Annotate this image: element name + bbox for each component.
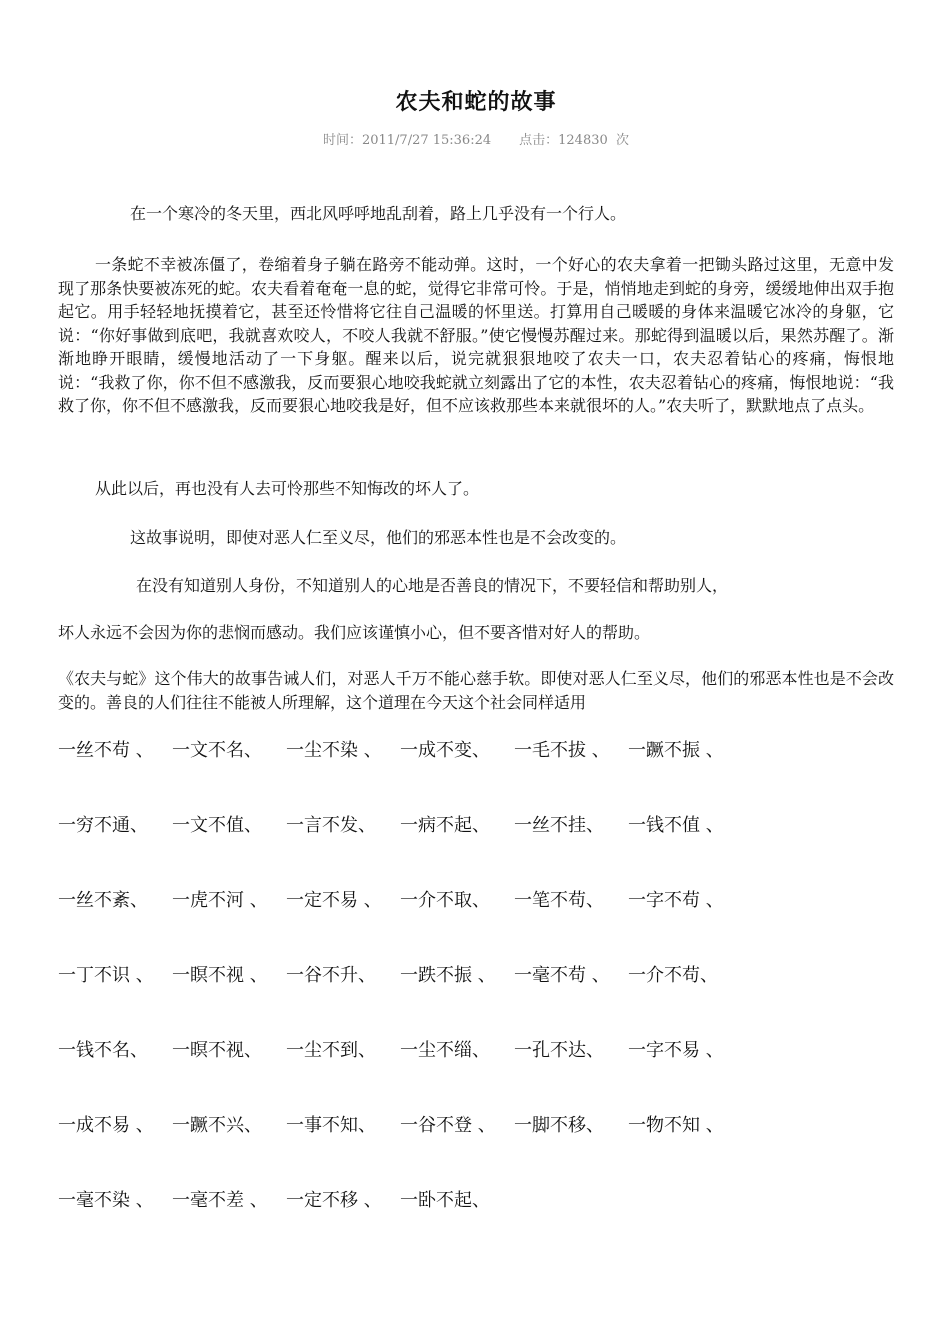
idiom-item: 一病不起、 [400,815,490,836]
idiom-item: 一毫不苟 、 [514,965,610,986]
idiom-item: 一尘不染 、 [286,740,382,761]
idiom-item: 一虎不河 、 [172,890,268,911]
idiom-item: 一文不值、 [172,815,262,836]
idiom-item: 一钱不名、 [58,1040,148,1061]
idiom-item: 一穷不通、 [58,815,148,836]
idiom-row [58,1114,894,1189]
idiom-item: 一蹶不振 、 [628,740,724,761]
idiom-item: 一定不移 、 [286,1190,382,1211]
idiom-item: 一暝不视、 [172,1040,262,1061]
idiom-item: 一脚不移、 [514,1115,604,1136]
idiom-item: 一蹶不兴、 [172,1115,262,1136]
idiom-item: 一成不变、 [400,740,490,761]
idiom-item: 一物不知 、 [628,1115,724,1136]
article-title: 农夫和蛇的故事 [395,89,557,115]
idiom-item: 一笔不苟、 [514,890,604,911]
idiom-row [58,889,894,964]
idiom-item: 一丁不识 、 [58,965,154,986]
idiom-list [58,739,894,1264]
paragraph-7: 《农夫与蛇》这个伟大的故事告诫人们，对恶人千万不能心慈手软。即使对恶人仁至义尽，他们的邪恶本性也是不会改变的。善良的人们往往不能被人所理解，这个道理在今天这个社会同样适用 [58,669,894,712]
hit-count: 点击：124830 次 [519,133,630,148]
idiom-item: 一瞑不视 、 [172,965,268,986]
idiom-item: 一谷不升、 [286,965,376,986]
idiom-item: 一言不发、 [286,815,376,836]
idiom-item: 一字不易 、 [628,1040,724,1061]
idiom-item: 一丝不紊、 [58,890,148,911]
idiom-row [58,964,894,1039]
idiom-item: 一钱不值 、 [628,815,724,836]
paragraph-4: 这故事说明，即使对恶人仁至义尽，他们的邪恶本性也是不会改变的。 [130,528,627,547]
paragraph-2: 一条蛇不幸被冻僵了，卷缩着身子躺在路旁不能动弹。这时，一个好心的农夫拿着一把锄头路过这里，无意中发现了那条快要被冻死的蛇。农夫看着奄奄一息的蛇，觉得它非常可怜。于是，悄悄地走到蛇的身旁，缓缓地伸出双手抱起它。用手轻轻地抚摸着它，甚至还怜惜将它往自己温暖的怀里送。打算用自己暖暖的身体来温暖它冰冷的身躯，它说：“你好事做到底吧，我就喜欢咬人，不咬人我就不舒服。”使它慢慢苏醒过来。那蛇得到温暖以后，果然苏醒了。渐渐地睁开眼睛，缓慢地活动了一下身躯。醒来以后，说完就狠狠地咬了农夫一口，农夫忍着钻心的疼痛，悔恨地说：“我救了你，你不但不感激我，反而要狠心地咬我蛇就立刻露出了它的本性，农夫忍着钻心的疼痛，悔恨地说：“我救了你，你不但不感激我，反而要狠心地咬我是好，但不应该救那些本来就很坏的人。”农夫听了，默默地点了点头。 [58,255,894,415]
paragraph-3: 从此以后，再也没有人去可怜那些不知悔改的坏人了。 [95,479,480,498]
idiom-item: 一跌不振 、 [400,965,496,986]
idiom-row [58,739,894,814]
article-meta [58,129,894,148]
idiom-item: 一丝不挂、 [514,815,604,836]
idiom-item: 一卧不起、 [400,1190,490,1211]
idiom-item: 一介不苟、 [628,965,718,986]
idiom-item: 一定不易 、 [286,890,382,911]
idiom-item: 一毫不染 、 [58,1190,154,1211]
idiom-item: 一丝不苟 、 [58,740,154,761]
idiom-item: 一事不知、 [286,1115,376,1136]
paragraph-6: 坏人永远不会因为你的悲悯而感动。我们应该谨慎小心，但不要吝惜对好人的帮助。 [58,623,651,642]
idiom-row [58,1189,894,1264]
idiom-item: 一谷不登 、 [400,1115,496,1136]
paragraph-1: 在一个寒冷的冬天里，西北风呼呼地乱刮着，路上几乎没有一个行人。 [130,204,627,223]
paragraph-5: 在没有知道别人身份，不知道别人的心地是否善良的情况下，不要轻信和帮助别人， [136,576,729,595]
idiom-row [58,1039,894,1114]
idiom-item: 一尘不到、 [286,1040,376,1061]
publish-time: 时间：2011/7/27 15:36:24 [322,133,492,148]
idiom-item: 一尘不缁、 [400,1040,490,1061]
idiom-item: 一孔不达、 [514,1040,604,1061]
idiom-item: 一字不苟 、 [628,890,724,911]
idiom-row [58,814,894,889]
idiom-item: 一毛不拔 、 [514,740,610,761]
idiom-item: 一介不取、 [400,890,490,911]
idiom-item: 一毫不差 、 [172,1190,268,1211]
idiom-item: 一文不名、 [172,740,262,761]
idiom-item: 一成不易 、 [58,1115,154,1136]
